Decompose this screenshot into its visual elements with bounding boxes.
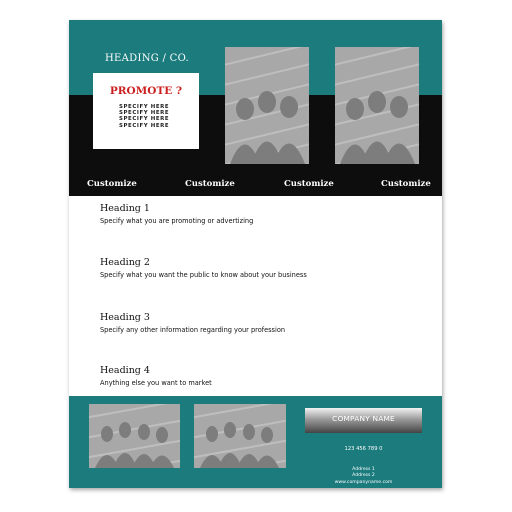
specify-line: SPECIFY HERE: [119, 104, 170, 110]
section-3: [100, 312, 285, 334]
section-heading: Heading 3: [100, 312, 150, 323]
address-line-2: Address 2: [352, 473, 375, 478]
section-2: [100, 257, 307, 279]
flyer-page: [69, 20, 442, 488]
section-1: [100, 203, 253, 225]
customize-label-4[interactable]: Customize: [381, 179, 431, 189]
specify-list: [119, 104, 169, 129]
section-heading: Heading 2: [100, 257, 150, 268]
placeholder-photo-icon: [194, 404, 286, 468]
photo-placeholder-top-2[interactable]: [335, 47, 419, 164]
photo-placeholder-bottom-2[interactable]: [194, 404, 286, 468]
promote-box[interactable]: [93, 73, 199, 149]
section-heading: Heading 4: [100, 365, 150, 376]
company-heading: HEADING / CO.: [104, 53, 190, 64]
photo-placeholder-top-1[interactable]: [225, 47, 309, 164]
company-name: COMPANY NAME: [332, 414, 395, 423]
customize-label-1[interactable]: Customize: [87, 179, 137, 189]
customize-label-2[interactable]: Customize: [185, 179, 235, 189]
specify-line: SPECIFY HERE: [119, 110, 170, 117]
website-link[interactable]: www.companyname.com: [334, 480, 393, 485]
phone-number: 123 456 789 0: [344, 446, 383, 452]
company-name-box[interactable]: [305, 408, 422, 433]
photo-placeholder-bottom-1[interactable]: [89, 404, 180, 468]
section-4: [100, 365, 212, 387]
section-text: Specify any other information regarding your profession: [100, 326, 286, 334]
placeholder-photo-icon: [335, 47, 419, 164]
customize-label-3[interactable]: Customize: [284, 179, 334, 189]
section-heading: Heading 1: [100, 203, 150, 214]
promote-title: PROMOTE ?: [109, 85, 183, 97]
placeholder-photo-icon: [225, 47, 309, 164]
address-line-1: Address 1: [352, 467, 375, 472]
specify-line: SPECIFY HERE: [119, 116, 170, 123]
specify-line: SPECIFY HERE: [119, 122, 170, 129]
section-text: Specify what you want the public to know about your business: [100, 271, 307, 279]
section-text: Specify what you are promoting or advertizing: [100, 217, 254, 225]
placeholder-photo-icon: [89, 404, 180, 468]
section-text: Anything else you want to market: [100, 379, 212, 387]
